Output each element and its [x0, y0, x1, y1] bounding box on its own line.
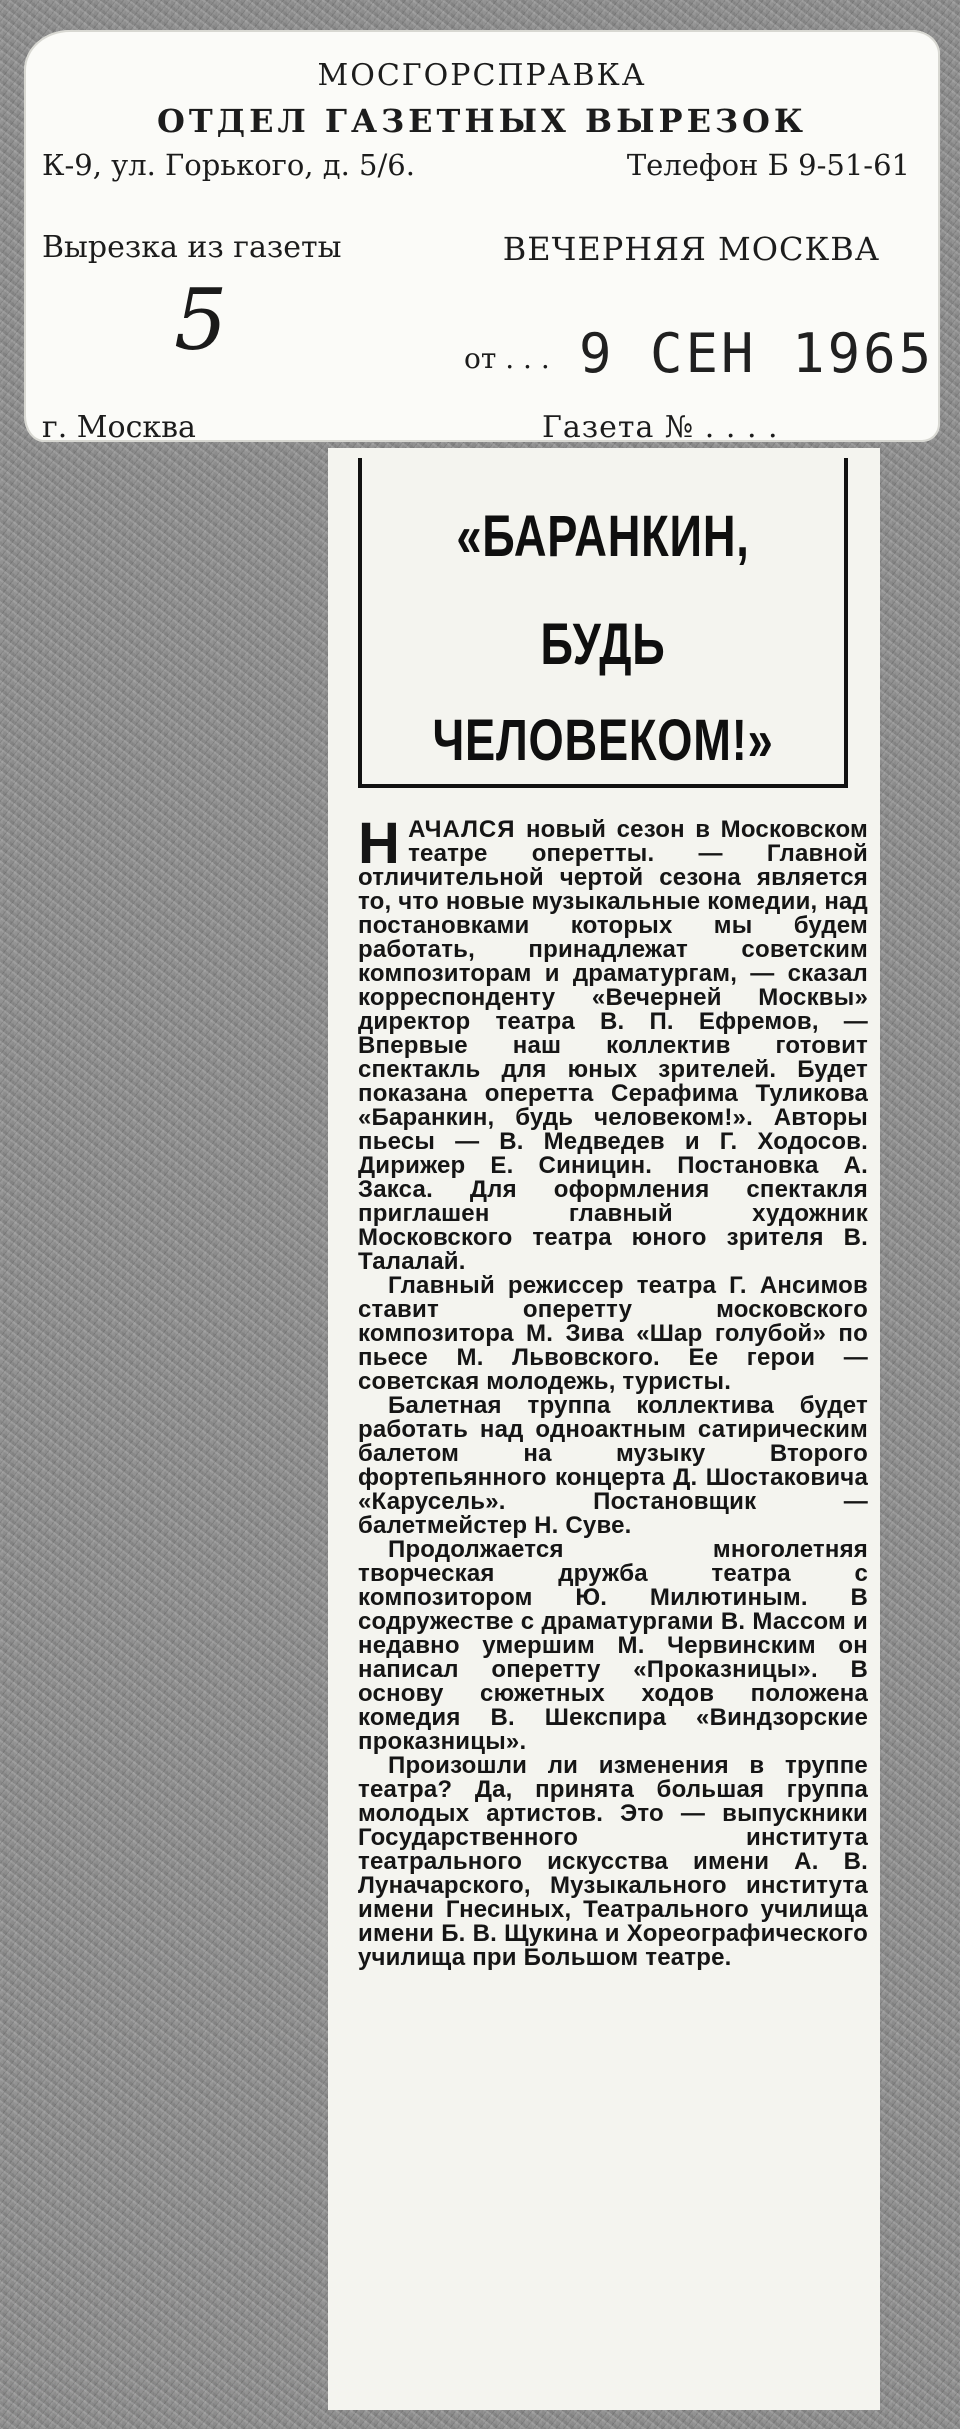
phone: Телефон Б 9-51-61 [626, 148, 910, 182]
article-paragraph: Балетная труппа коллектива будет работать над одноактным сатирическим балетом на музыку Второго фортепьянного концерта Д. Шостаковича «Карусель». Постановщик — балетмейстер Н. Суве. [358, 1392, 868, 1539]
city: г. Москва [42, 410, 196, 445]
article-paragraph [358, 811, 868, 1275]
date-stamp: 9 СЕН 1965 [579, 322, 935, 385]
article-paragraph: Произошли ли изменения в труппе театра? Да, принята большая группа молодых артистов. Это — выпускники Государственного института театрального искусства имени А. В. Луначарского, Музыкального института имени Гнесиных, Театрального училища имени Б. В. Щукина и Хореографического училища при Большом театре. [358, 1752, 868, 1971]
organization-name: МОСГОРСПРАВКА [317, 58, 647, 93]
handwritten-number: 5 [174, 271, 228, 369]
clipping-service-stamp [24, 30, 940, 445]
article-paragraph: Главный режиссер театра Г. Ансимов ставит оперетту московского композитора М. Зива «Шар голубой» по пьесе М. Львовского. Ее герои — советская молодежь, туристы. [358, 1272, 868, 1395]
newspaper-name: ВЕЧЕРНЯЯ МОСКВА [502, 230, 880, 268]
headline-line-2: БУДЬ [540, 612, 666, 677]
drop-cap: Н [358, 811, 401, 876]
headline-line-1: «БАРАНКИН, [456, 504, 750, 569]
address: К-9, ул. Горького, д. 5/6. [42, 148, 415, 182]
article-body [358, 811, 868, 1971]
date-label: от . . . [464, 342, 550, 375]
paragraph-text: новый сезон в Московском театре оперетты. — Главной отличительной чертой сезона является то, что новые музыкальные комедии, над постановками которых мы будем работать, принадлежат советским композиторам и драматургам, — сказал корреспонденту «Вечерней Москвы» директор театра В. П. Ефремов, — Впервые наш коллектив готовит спектакль для юных зрителей. Будет показана оперетта Серафима Туликова «Баранкин, будь человеком!». Авторы пьесы — В. Медведев и Г. Ходосов. Дирижер Е. Синицин. Постановка А. Закса. Для оформления спектакля приглашен главный художник Московского театра юного зрителя В. Талалай. [358, 816, 868, 1275]
article-paragraph: Продолжается многолетняя творческая дружба театра с композитором Ю. Милютиным. В содружестве с драматургами В. Массом и недавно умершим М. Червинским он написал оперетту «Проказницы». В основу сюжетных ходов положена комедия В. Шекспира «Виндзорские проказницы». [358, 1536, 868, 1755]
gazeta-number: Газета № . . . . [542, 410, 779, 445]
newspaper-clipping [328, 448, 880, 2410]
lead-caps: АЧАЛСЯ [408, 816, 516, 843]
department-name: ОТДЕЛ ГАЗЕТНЫХ ВЫРЕЗОК [156, 102, 808, 140]
headline-line-3: ЧЕЛОВЕКОМ!» [432, 708, 774, 773]
headline-box [358, 458, 848, 788]
clip-label: Вырезка из газеты [42, 230, 342, 265]
